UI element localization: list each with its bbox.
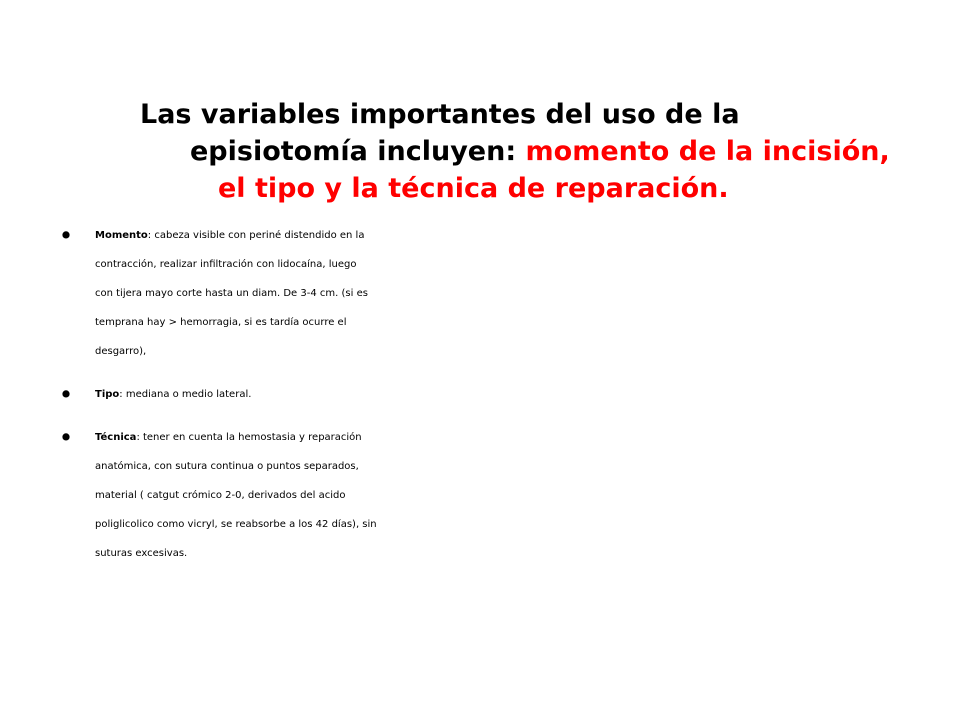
title-line-2 [140, 133, 910, 170]
bullet-line: contracción, realizar infiltración con lidocaína, luego [95, 259, 357, 270]
bullet-item-tipo [58, 380, 938, 409]
bullet-list [58, 221, 938, 582]
bullet-item-momento [58, 221, 938, 366]
bullet-term: Tipo [95, 389, 120, 400]
bullet-line: anatómica, con sutura continua o puntos separados, [95, 461, 359, 472]
bullet-line [95, 221, 938, 250]
title-line-3: el tipo y la técnica de reparación. [218, 173, 729, 204]
bullet-text [95, 423, 938, 568]
bullet-text [95, 380, 938, 409]
bullet-icon: • [58, 380, 74, 409]
title-line-2-red: momento de la incisión, [525, 136, 890, 167]
bullet-item-tecnica [58, 423, 938, 568]
title-line-1: Las variables importantes del uso de la [140, 99, 740, 130]
bullet-line [95, 423, 938, 452]
bullet-icon: • [58, 221, 74, 250]
bullet-line: temprana hay > hemorragia, si es tardía ocurre el [95, 317, 347, 328]
bullet-line: suturas excesivas. [95, 548, 188, 559]
bullet-line-text: : mediana o medio lateral. [119, 389, 252, 400]
bullet-term: Técnica [95, 432, 137, 443]
bullet-term: Momento [95, 230, 148, 241]
bullet-text [95, 221, 938, 366]
title-line-2-black: episiotomía incluyen: [190, 136, 526, 167]
bullet-line: material ( catgut crómico 2-0, derivados del acido [95, 490, 346, 501]
bullet-line-text: : cabeza visible con periné distendido en la [147, 230, 365, 241]
bullet-line: con tijera mayo corte hasta un diam. De 3-4 cm. (si es [95, 288, 368, 299]
slide-title [140, 96, 910, 207]
bullet-line: desgarro), [95, 346, 147, 357]
bullet-line-text: : tener en cuenta la hemostasia y reparación [136, 432, 362, 443]
bullet-icon: • [58, 423, 74, 452]
bullet-line [95, 380, 938, 409]
bullet-line: poliglicolico como vicryl, se reabsorbe a los 42 días), sin [95, 519, 377, 530]
